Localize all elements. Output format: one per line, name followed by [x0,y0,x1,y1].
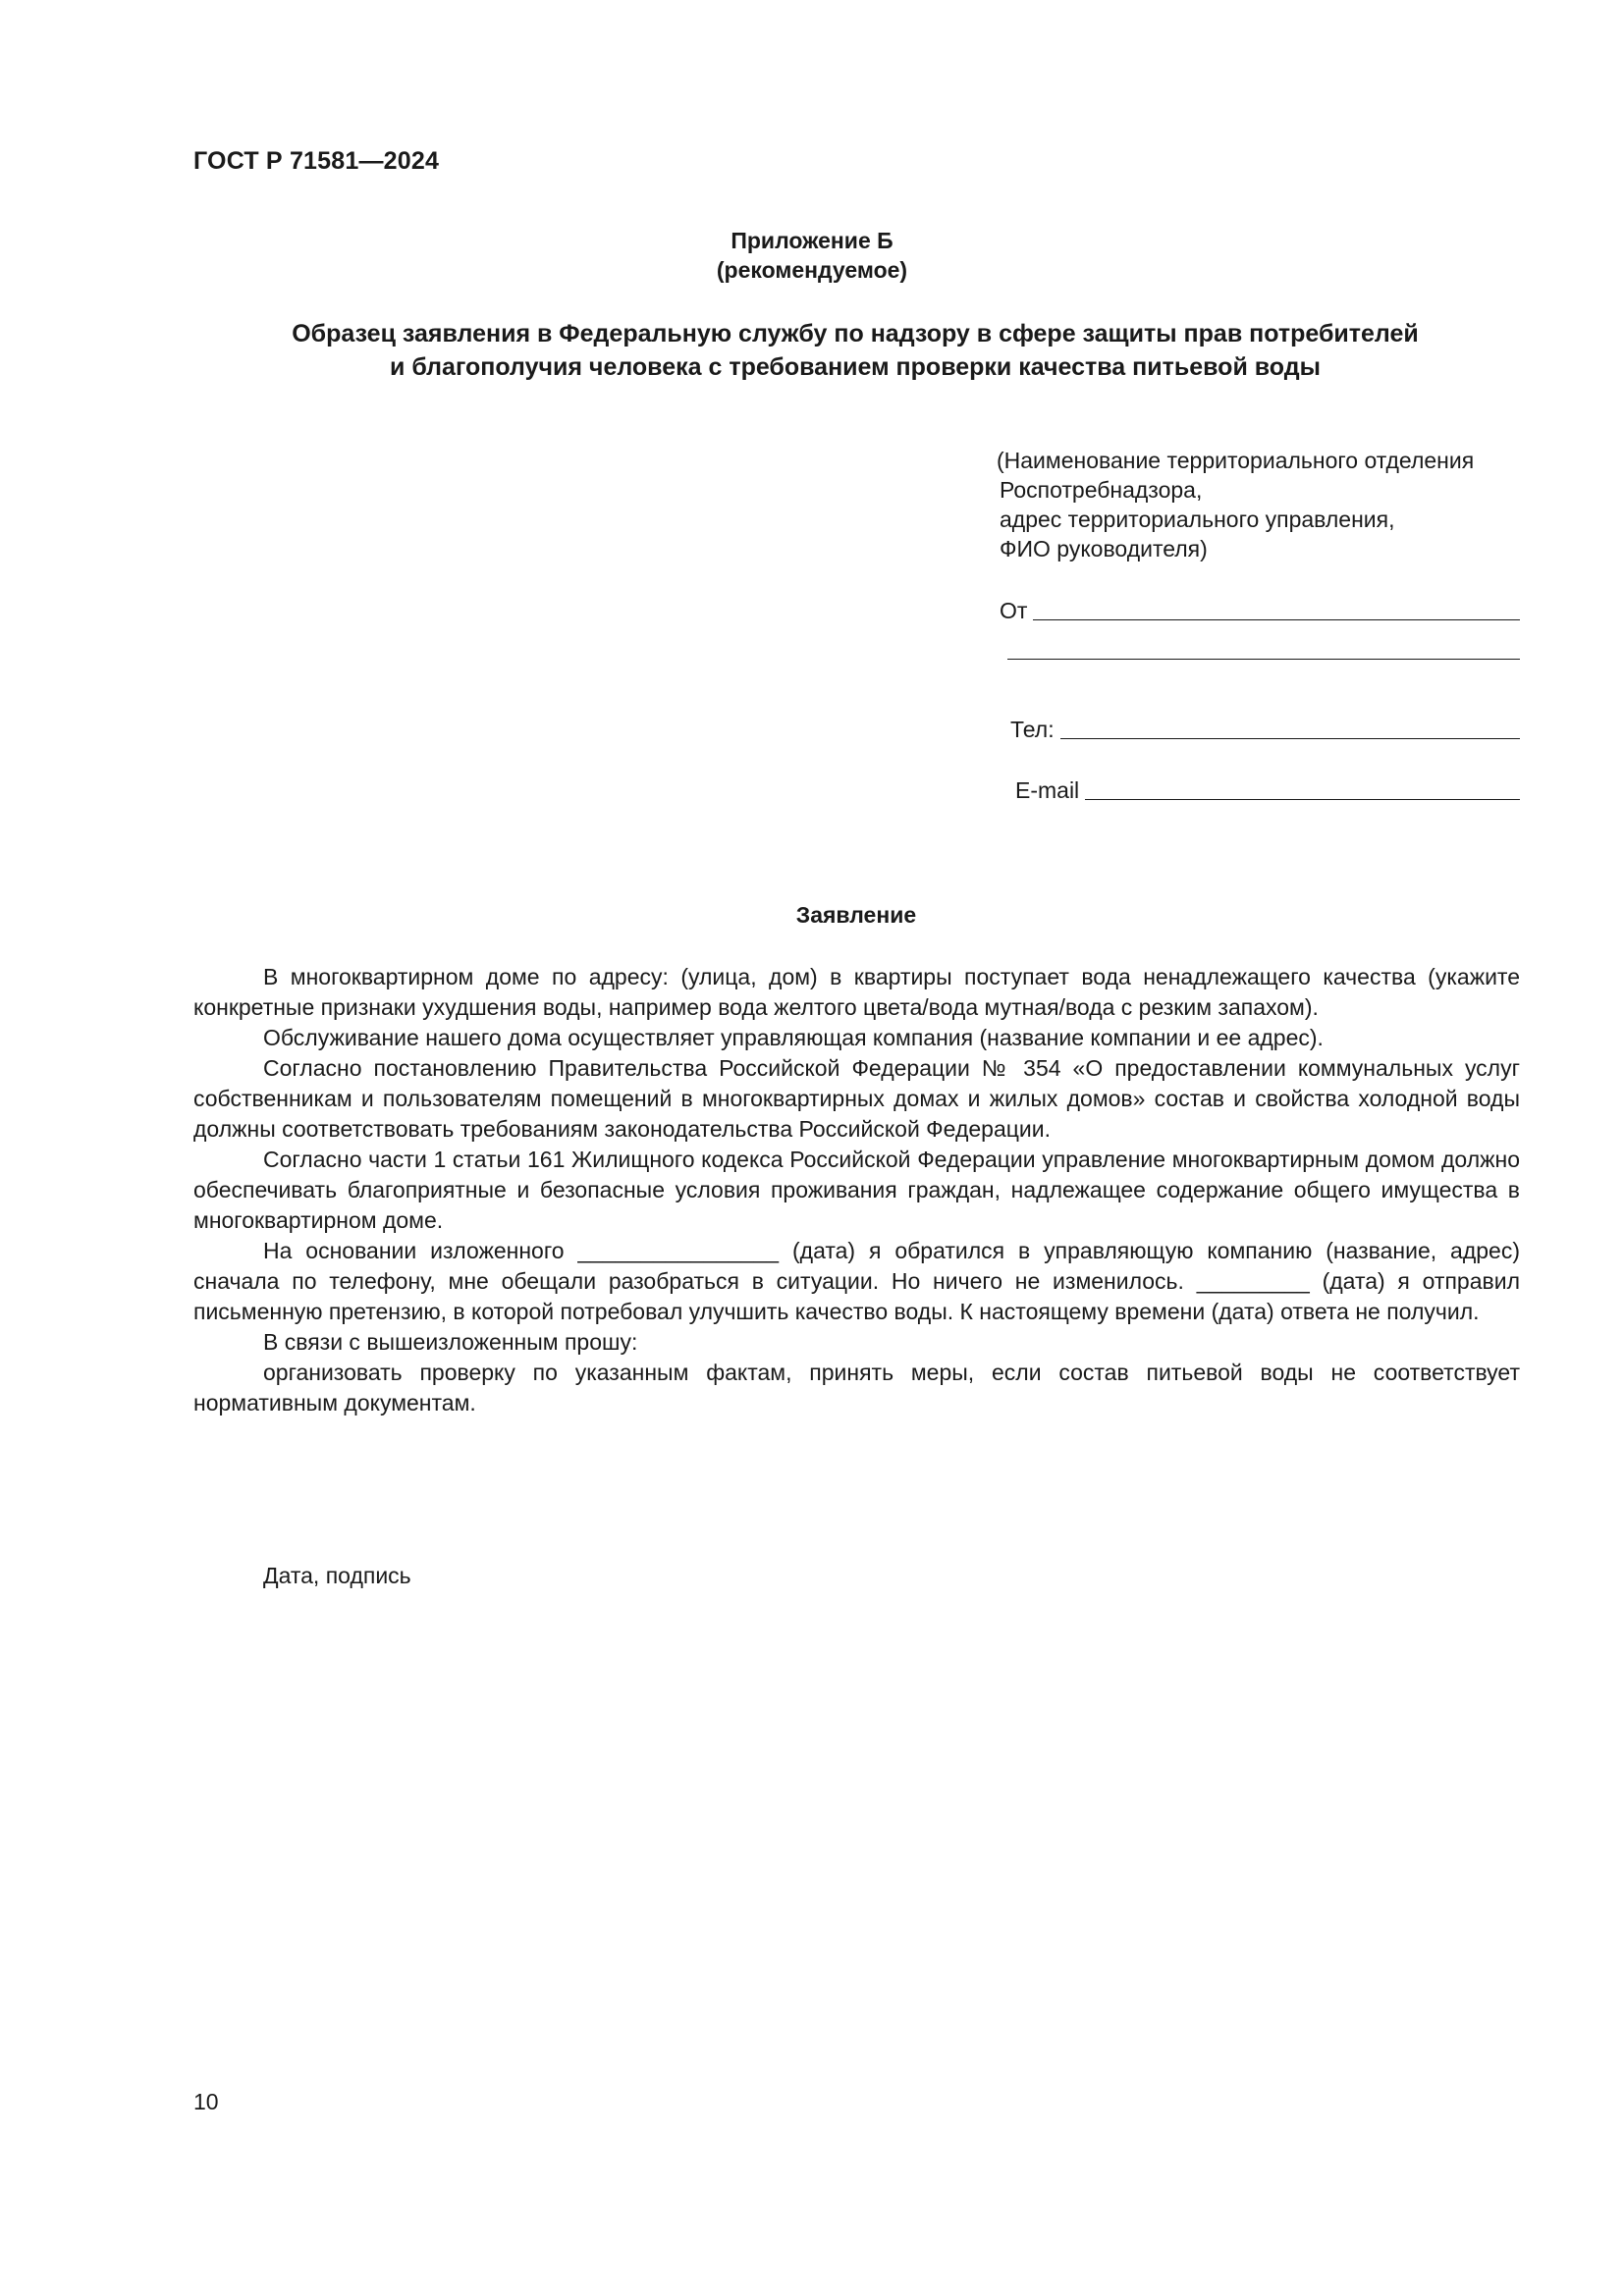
email-label: E-mail [1015,777,1080,803]
document-heading [193,317,1517,384]
phone-field[interactable] [1010,716,1520,743]
from-continuation-field[interactable] [1007,658,1520,664]
email-line[interactable] [1085,798,1520,800]
statement-paragraph: Согласно постановлению Правительства Российской Федерации № 354 «О предоставлении коммунальных услуг собственникам и пользователям помещений в многоквартирных домах и жилых домов» состав и свойства холодной воды должны соответствовать требованиям законодательства Российской Федерации. [193,1055,1520,1142]
appendix-title: Приложение Б [731,228,893,253]
statement-paragraph: Обслуживание нашего дома осуществляет управляющая компания (название компании и ее адрес). [263,1025,1324,1050]
from-field[interactable] [1000,597,1520,624]
heading-line-2: и благополучия человека с требованием проверки качества питьевой воды [390,353,1321,381]
phone-line[interactable] [1060,737,1520,739]
page-number: 10 [193,2089,219,2114]
appendix-subtitle: (рекомендуемое) [716,257,908,283]
from-continuation-line[interactable] [1007,658,1520,660]
statement-body [193,962,1520,1418]
addressee-line: ФИО руководителя) [1000,536,1208,561]
from-label: От [1000,598,1028,623]
statement-paragraph: Согласно части 1 статьи 161 Жилищного кодекса Российской Федерации управление многоквартирным домом должно обеспечивать благоприятные и безопасные условия проживания граждан, надлежащее содержание общего имущества в многоквартирном доме. [193,1147,1520,1233]
statement-paragraph: В связи с вышеизложенным прошу: [263,1329,638,1355]
addressee-line: (Наименование территориального отделения [997,448,1475,473]
email-field[interactable] [1015,776,1520,804]
statement-paragraph: организовать проверку по указанным фактам, принять меры, если состав питьевой воды не соответствует нормативным документам. [193,1360,1520,1415]
statement-paragraph: В многоквартирном доме по адресу: (улица, дом) в квартиры поступает вода ненадлежащего качества (укажите конкретные признаки ухудшения воды, например вода желтого цвета/вода мутная/вода с резким запахом). [193,964,1520,1020]
heading-line-1: Образец заявления в Федеральную службу по надзору в сфере защиты прав потребителей [292,320,1419,347]
addressee-block [997,446,1474,563]
addressee-line: адрес территориального управления, [1000,507,1395,532]
date-signature-label: Дата, подпись [263,1563,411,1588]
addressee-line: Роспотребнадзора, [1000,477,1203,503]
statement-paragraph: На основании изложенного ________________ (дата) я обратился в управляющую компанию (название, адрес) сначала по телефону, мне обещали разобраться в ситуации. Но ничего не изменилось. _________ (дата) я отправил письменную претензию, в которой потребовал улучшить качество воды. К настоящему времени (дата) ответа не получил. [193,1238,1520,1324]
document-code: ГОСТ Р 71581—2024 [193,147,440,175]
from-line[interactable] [1033,618,1520,620]
statement-title: Заявление [795,902,917,928]
phone-label: Тел: [1010,717,1055,742]
